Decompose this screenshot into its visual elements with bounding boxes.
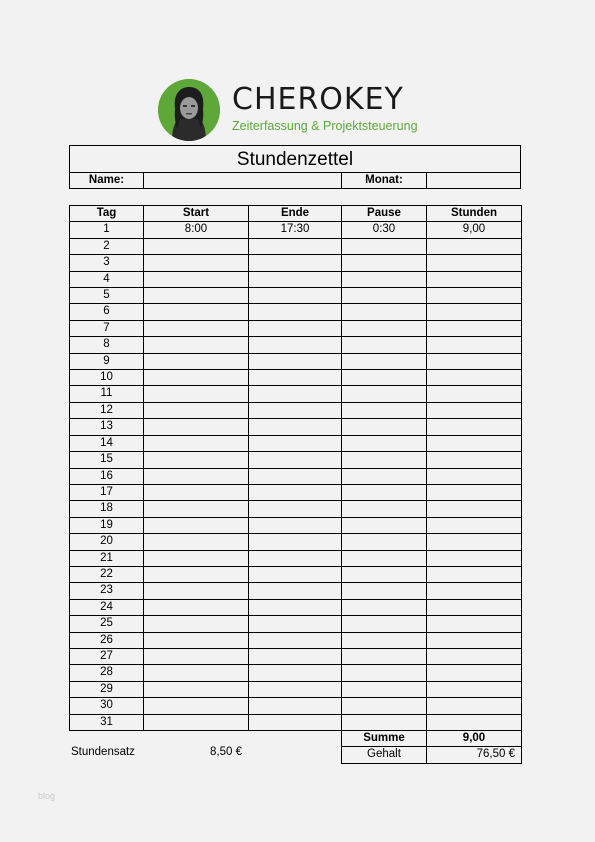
cell-end[interactable] bbox=[249, 452, 342, 468]
table-row bbox=[70, 435, 522, 451]
cell-end[interactable] bbox=[249, 255, 342, 271]
cell-start[interactable] bbox=[144, 386, 249, 402]
cell-start[interactable] bbox=[144, 353, 249, 369]
name-label: Name: bbox=[70, 173, 144, 188]
cell-break[interactable] bbox=[342, 714, 427, 730]
cell-start[interactable] bbox=[144, 632, 249, 648]
cell-day: 12 bbox=[70, 402, 144, 418]
cell-break[interactable] bbox=[342, 648, 427, 664]
cell-hours[interactable] bbox=[427, 435, 522, 451]
cell-end[interactable] bbox=[249, 681, 342, 697]
hourly-rate-value: 8,50 € bbox=[210, 746, 242, 758]
cell-hours[interactable] bbox=[427, 665, 522, 681]
pay-value: 76,50 € bbox=[427, 747, 522, 763]
cell-hours[interactable] bbox=[427, 320, 522, 336]
sum-value: 9,00 bbox=[427, 731, 522, 747]
cell-end[interactable] bbox=[249, 501, 342, 517]
cell-end[interactable] bbox=[249, 550, 342, 566]
cell-start[interactable] bbox=[144, 255, 249, 271]
table-row bbox=[70, 370, 522, 386]
cell-start[interactable] bbox=[144, 238, 249, 254]
cell-hours[interactable] bbox=[427, 468, 522, 484]
cell-end[interactable] bbox=[249, 665, 342, 681]
timesheet-table bbox=[69, 205, 522, 764]
table-row bbox=[70, 402, 522, 418]
cell-end[interactable] bbox=[249, 517, 342, 533]
cell-hours[interactable] bbox=[427, 698, 522, 714]
cell-break[interactable] bbox=[342, 534, 427, 550]
table-row bbox=[70, 599, 522, 615]
cell-day: 4 bbox=[70, 271, 144, 287]
cell-start[interactable] bbox=[144, 501, 249, 517]
cell-break[interactable] bbox=[342, 665, 427, 681]
table-row bbox=[70, 583, 522, 599]
table-row bbox=[70, 353, 522, 369]
cell-day: 22 bbox=[70, 566, 144, 582]
cell-hours[interactable] bbox=[427, 386, 522, 402]
cell-break[interactable] bbox=[342, 304, 427, 320]
cell-hours[interactable] bbox=[427, 714, 522, 730]
cell-day: 11 bbox=[70, 386, 144, 402]
cell-hours[interactable] bbox=[427, 288, 522, 304]
cell-hours[interactable] bbox=[427, 616, 522, 632]
cell-day: 9 bbox=[70, 353, 144, 369]
cell-start[interactable] bbox=[144, 271, 249, 287]
cell-break[interactable]: 0:30 bbox=[342, 222, 427, 238]
cell-start[interactable] bbox=[144, 452, 249, 468]
cell-day: 18 bbox=[70, 501, 144, 517]
cell-break[interactable] bbox=[342, 698, 427, 714]
table-row bbox=[70, 501, 522, 517]
cell-day: 27 bbox=[70, 648, 144, 664]
cell-end[interactable] bbox=[249, 648, 342, 664]
cell-hours[interactable] bbox=[427, 238, 522, 254]
table-row bbox=[70, 419, 522, 435]
pay-row bbox=[70, 747, 522, 763]
table-row bbox=[70, 616, 522, 632]
table-row bbox=[70, 632, 522, 648]
cell-start[interactable] bbox=[144, 681, 249, 697]
cell-hours[interactable] bbox=[427, 370, 522, 386]
cell-end[interactable] bbox=[249, 320, 342, 336]
cell-break[interactable] bbox=[342, 468, 427, 484]
table-row bbox=[70, 452, 522, 468]
table-row bbox=[70, 288, 522, 304]
page-title: Stundenzettel bbox=[69, 145, 521, 173]
logo-tagline: Zeiterfassung & Projektsteuerung bbox=[232, 119, 418, 133]
cell-day: 19 bbox=[70, 517, 144, 533]
cell-break[interactable] bbox=[342, 517, 427, 533]
cell-end[interactable] bbox=[249, 288, 342, 304]
cell-break[interactable] bbox=[342, 337, 427, 353]
table-row bbox=[70, 550, 522, 566]
logo-brand-name: CHEROKEY bbox=[232, 82, 404, 117]
sum-row bbox=[70, 731, 522, 747]
cell-break[interactable] bbox=[342, 320, 427, 336]
cell-hours[interactable] bbox=[427, 550, 522, 566]
cell-day: 8 bbox=[70, 337, 144, 353]
cell-end[interactable] bbox=[249, 386, 342, 402]
cell-end[interactable] bbox=[249, 698, 342, 714]
hourly-rate-label: Stundensatz bbox=[71, 746, 135, 758]
cell-break[interactable] bbox=[342, 616, 427, 632]
cell-start[interactable] bbox=[144, 337, 249, 353]
cell-hours[interactable] bbox=[427, 534, 522, 550]
cell-day: 15 bbox=[70, 452, 144, 468]
cell-break[interactable] bbox=[342, 632, 427, 648]
table-row bbox=[70, 320, 522, 336]
cell-day: 5 bbox=[70, 288, 144, 304]
cell-start[interactable]: 8:00 bbox=[144, 222, 249, 238]
cell-end[interactable] bbox=[249, 714, 342, 730]
month-field[interactable] bbox=[427, 173, 520, 188]
cell-hours[interactable] bbox=[427, 304, 522, 320]
table-header-row bbox=[70, 206, 522, 222]
logo-portrait-icon bbox=[158, 79, 220, 141]
table-row bbox=[70, 255, 522, 271]
cell-end[interactable] bbox=[249, 304, 342, 320]
cell-break[interactable] bbox=[342, 271, 427, 287]
cell-end[interactable] bbox=[249, 484, 342, 500]
cell-day: 20 bbox=[70, 534, 144, 550]
cell-hours[interactable] bbox=[427, 419, 522, 435]
cell-day: 28 bbox=[70, 665, 144, 681]
cell-start[interactable] bbox=[144, 517, 249, 533]
table-row bbox=[70, 648, 522, 664]
cell-break[interactable] bbox=[342, 681, 427, 697]
cell-hours[interactable] bbox=[427, 501, 522, 517]
cell-break[interactable] bbox=[342, 255, 427, 271]
cell-end[interactable] bbox=[249, 271, 342, 287]
cell-break[interactable] bbox=[342, 566, 427, 582]
cell-hours[interactable] bbox=[427, 681, 522, 697]
cell-day: 10 bbox=[70, 370, 144, 386]
cell-break[interactable] bbox=[342, 238, 427, 254]
cell-start[interactable] bbox=[144, 288, 249, 304]
cell-break[interactable] bbox=[342, 386, 427, 402]
cell-day: 31 bbox=[70, 714, 144, 730]
table-row bbox=[70, 386, 522, 402]
cell-end[interactable] bbox=[249, 435, 342, 451]
cell-break[interactable] bbox=[342, 402, 427, 418]
cell-break[interactable] bbox=[342, 419, 427, 435]
cell-end[interactable] bbox=[249, 468, 342, 484]
cell-hours[interactable] bbox=[427, 648, 522, 664]
cell-break[interactable] bbox=[342, 583, 427, 599]
cell-start[interactable] bbox=[144, 402, 249, 418]
cell-hours[interactable] bbox=[427, 566, 522, 582]
table-row bbox=[70, 238, 522, 254]
table-row bbox=[70, 304, 522, 320]
table-row bbox=[70, 484, 522, 500]
cell-hours[interactable] bbox=[427, 599, 522, 615]
cell-start[interactable] bbox=[144, 616, 249, 632]
cell-end[interactable] bbox=[249, 238, 342, 254]
cell-start[interactable] bbox=[144, 304, 249, 320]
cell-hours[interactable] bbox=[427, 583, 522, 599]
cell-break[interactable] bbox=[342, 484, 427, 500]
cell-day: 24 bbox=[70, 599, 144, 615]
cell-start[interactable] bbox=[144, 714, 249, 730]
cell-start[interactable] bbox=[144, 534, 249, 550]
cell-hours[interactable] bbox=[427, 353, 522, 369]
cell-start[interactable] bbox=[144, 550, 249, 566]
cell-hours[interactable] bbox=[427, 271, 522, 287]
cell-day: 14 bbox=[70, 435, 144, 451]
cell-break[interactable] bbox=[342, 435, 427, 451]
cell-day: 23 bbox=[70, 583, 144, 599]
table-row bbox=[70, 665, 522, 681]
header-row bbox=[69, 173, 521, 189]
cell-start[interactable] bbox=[144, 698, 249, 714]
cell-hours[interactable]: 9,00 bbox=[427, 222, 522, 238]
table-row bbox=[70, 271, 522, 287]
cell-end[interactable] bbox=[249, 566, 342, 582]
sum-label: Summe bbox=[342, 731, 427, 747]
watermark: blog bbox=[38, 791, 56, 801]
name-field[interactable] bbox=[144, 173, 342, 188]
cell-end[interactable] bbox=[249, 337, 342, 353]
table-row bbox=[70, 681, 522, 697]
cell-day: 1 bbox=[70, 222, 144, 238]
cell-end[interactable] bbox=[249, 599, 342, 615]
cell-end[interactable] bbox=[249, 616, 342, 632]
cell-break[interactable] bbox=[342, 370, 427, 386]
cell-day: 16 bbox=[70, 468, 144, 484]
cell-day: 17 bbox=[70, 484, 144, 500]
cell-break[interactable] bbox=[342, 599, 427, 615]
table-row bbox=[70, 222, 522, 238]
cell-end[interactable] bbox=[249, 534, 342, 550]
table-row bbox=[70, 468, 522, 484]
column-header-end: Ende bbox=[249, 206, 342, 222]
cell-day: 25 bbox=[70, 616, 144, 632]
cell-start[interactable] bbox=[144, 320, 249, 336]
table-row bbox=[70, 714, 522, 730]
cell-end[interactable] bbox=[249, 402, 342, 418]
cell-end[interactable] bbox=[249, 419, 342, 435]
cell-start[interactable] bbox=[144, 665, 249, 681]
cell-hours[interactable] bbox=[427, 452, 522, 468]
cell-day: 21 bbox=[70, 550, 144, 566]
cell-day: 3 bbox=[70, 255, 144, 271]
cell-end[interactable]: 17:30 bbox=[249, 222, 342, 238]
cell-end[interactable] bbox=[249, 353, 342, 369]
cell-break[interactable] bbox=[342, 353, 427, 369]
cell-hours[interactable] bbox=[427, 632, 522, 648]
cell-start[interactable] bbox=[144, 484, 249, 500]
table-row bbox=[70, 566, 522, 582]
month-label: Monat: bbox=[342, 173, 427, 188]
cell-start[interactable] bbox=[144, 419, 249, 435]
cell-start[interactable] bbox=[144, 435, 249, 451]
cell-break[interactable] bbox=[342, 550, 427, 566]
pay-label: Gehalt bbox=[342, 747, 427, 763]
column-header-break: Pause bbox=[342, 206, 427, 222]
column-header-day: Tag bbox=[70, 206, 144, 222]
cell-day: 26 bbox=[70, 632, 144, 648]
column-header-start: Start bbox=[144, 206, 249, 222]
cell-end[interactable] bbox=[249, 583, 342, 599]
cell-day: 7 bbox=[70, 320, 144, 336]
table-row bbox=[70, 698, 522, 714]
cell-start[interactable] bbox=[144, 648, 249, 664]
table-row bbox=[70, 534, 522, 550]
cell-day: 30 bbox=[70, 698, 144, 714]
table-body bbox=[70, 222, 522, 731]
table-row bbox=[70, 517, 522, 533]
cell-break[interactable] bbox=[342, 501, 427, 517]
cell-day: 29 bbox=[70, 681, 144, 697]
cell-break[interactable] bbox=[342, 452, 427, 468]
cell-day: 2 bbox=[70, 238, 144, 254]
cell-hours[interactable] bbox=[427, 255, 522, 271]
cell-day: 6 bbox=[70, 304, 144, 320]
cell-start[interactable] bbox=[144, 370, 249, 386]
cell-end[interactable] bbox=[249, 632, 342, 648]
cell-start[interactable] bbox=[144, 468, 249, 484]
cell-start[interactable] bbox=[144, 566, 249, 582]
cell-break[interactable] bbox=[342, 288, 427, 304]
cell-hours[interactable] bbox=[427, 484, 522, 500]
table-row bbox=[70, 337, 522, 353]
cell-end[interactable] bbox=[249, 370, 342, 386]
cell-start[interactable] bbox=[144, 599, 249, 615]
cell-day: 13 bbox=[70, 419, 144, 435]
company-logo bbox=[158, 79, 428, 141]
cell-hours[interactable] bbox=[427, 517, 522, 533]
cell-start[interactable] bbox=[144, 583, 249, 599]
cell-hours[interactable] bbox=[427, 337, 522, 353]
cell-hours[interactable] bbox=[427, 402, 522, 418]
column-header-hours: Stunden bbox=[427, 206, 522, 222]
